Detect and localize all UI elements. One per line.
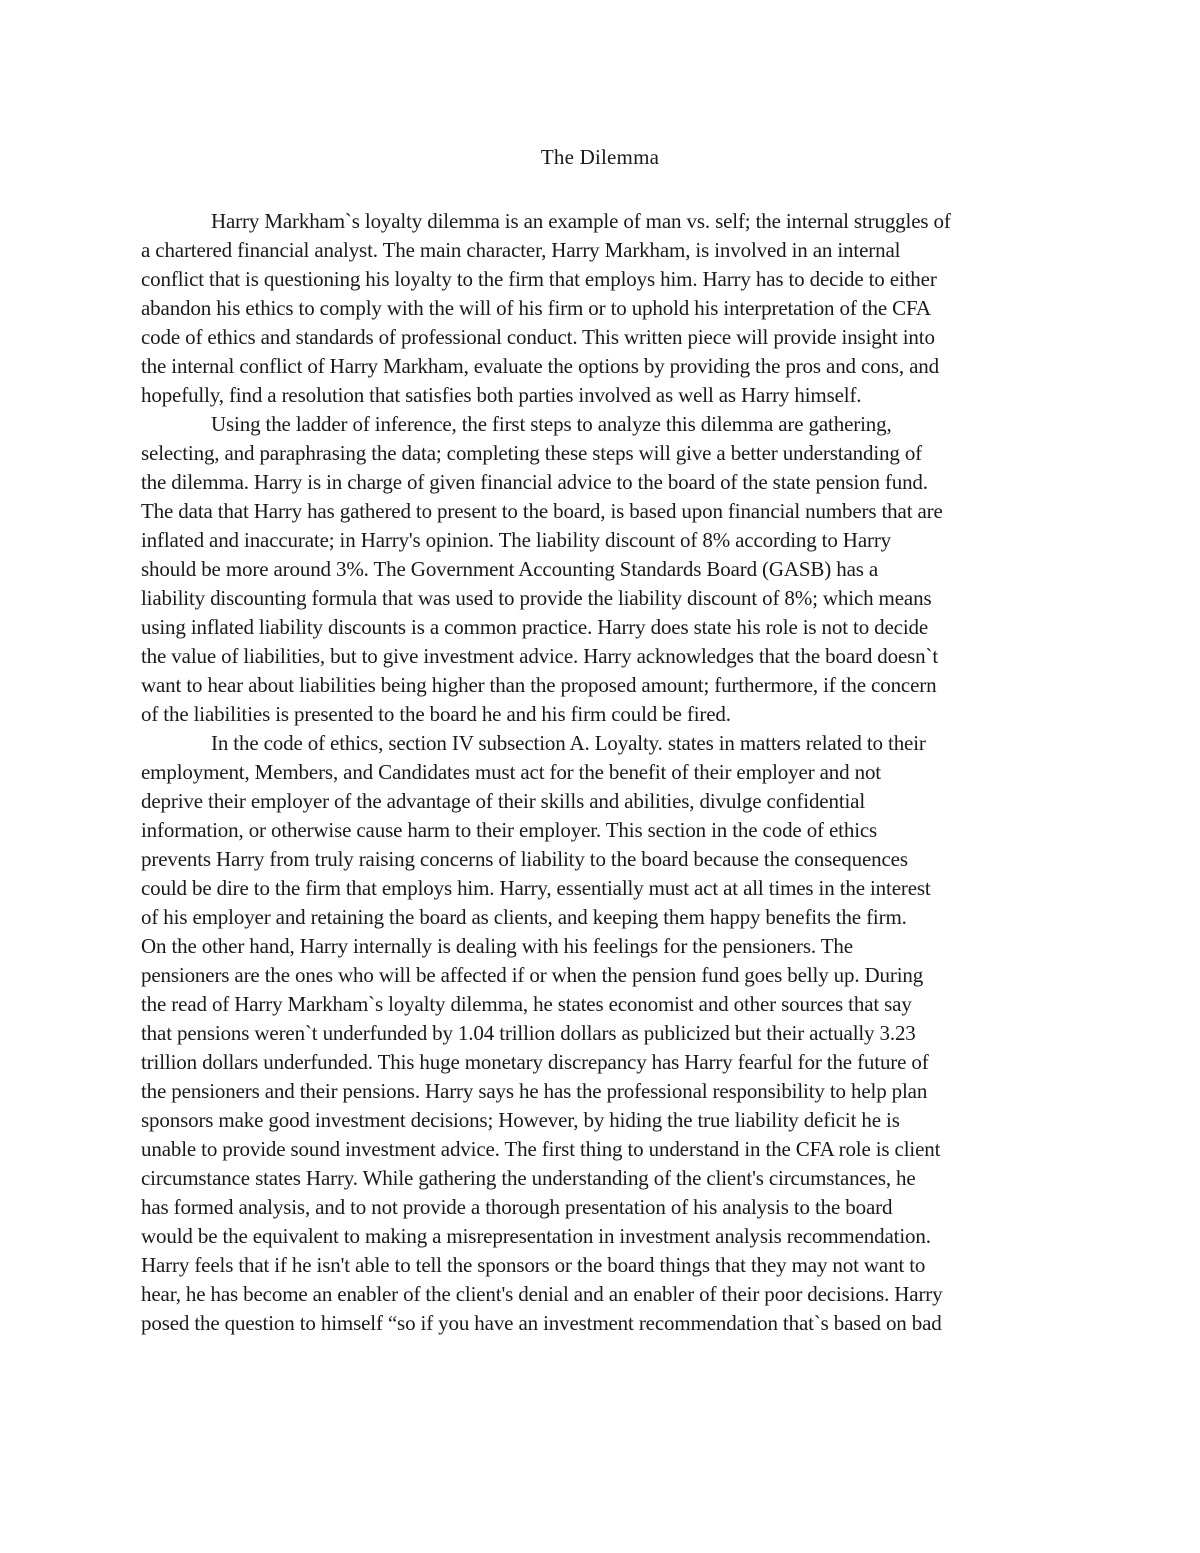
text-line: the pensioners and their pensions. Harry says he has the professional responsibility to help plan	[141, 1079, 928, 1103]
text-line: could be dire to the firm that employs him. Harry, essentially must act at all times in the interest	[141, 876, 931, 900]
text-line: liability discounting formula that was used to provide the liability discount of 8%; which means	[141, 586, 932, 610]
text-line: of his employer and retaining the board as clients, and keeping them happy benefits the firm.	[141, 905, 907, 929]
text-line: information, or otherwise cause harm to their employer. This section in the code of ethics	[141, 818, 878, 842]
text-line: unable to provide sound investment advice. The first thing to understand in the CFA role is client	[141, 1137, 941, 1161]
text-line: circumstance states Harry. While gathering the understanding of the client's circumstances, he	[141, 1166, 916, 1190]
text-line: prevents Harry from truly raising concerns of liability to the board because the consequences	[141, 847, 908, 871]
text-line: abandon his ethics to comply with the will of his firm or to uphold his interpretation of the CFA	[141, 296, 931, 320]
text-line: the internal conflict of Harry Markham, evaluate the options by providing the pros and cons, and	[141, 354, 939, 378]
text-line: hopefully, find a resolution that satisfies both parties involved as well as Harry himself.	[141, 383, 862, 407]
text-line: a chartered financial analyst. The main character, Harry Markham, is involved in an internal	[141, 238, 901, 262]
text-line: would be the equivalent to making a misrepresentation in investment analysis recommendation.	[141, 1224, 931, 1248]
text-line: pensioners are the ones who will be affected if or when the pension fund goes belly up. During	[141, 963, 924, 987]
text-line: hear, he has become an enabler of the client's denial and an enabler of their poor decisions. Harry	[141, 1282, 943, 1306]
text-line: Using the ladder of inference, the first steps to analyze this dilemma are gathering,	[211, 412, 892, 436]
text-line: The data that Harry has gathered to present to the board, is based upon financial numbers that are	[141, 499, 943, 523]
text-line: trillion dollars underfunded. This huge monetary discrepancy has Harry fearful for the future of	[141, 1050, 929, 1074]
text-line: the value of liabilities, but to give investment advice. Harry acknowledges that the board doesn`t	[141, 644, 939, 668]
text-line: the dilemma. Harry is in charge of given financial advice to the board of the state pension fund.	[141, 470, 928, 494]
text-line: selecting, and paraphrasing the data; completing these steps will give a better understanding of	[141, 441, 923, 465]
text-line: In the code of ethics, section IV subsection A. Loyalty. states in matters related to their	[211, 731, 926, 755]
text-line: using inflated liability discounts is a common practice. Harry does state his role is not to decide	[141, 615, 929, 639]
text-line: employment, Members, and Candidates must act for the benefit of their employer and not	[141, 760, 881, 784]
text-line: of the liabilities is presented to the board he and his firm could be fired.	[141, 702, 731, 726]
text-line: want to hear about liabilities being higher than the proposed amount; furthermore, if the concern	[141, 673, 937, 697]
text-line: code of ethics and standards of professional conduct. This written piece will provide insight into	[141, 325, 935, 349]
document-title: The Dilemma	[540, 145, 660, 169]
text-line: that pensions weren`t underfunded by 1.04 trillion dollars as publicized but their actually 3.23	[141, 1021, 916, 1045]
text-line: the read of Harry Markham`s loyalty dilemma, he states economist and other sources that say	[141, 992, 912, 1016]
document-body	[141, 207, 1061, 1338]
text-line: has formed analysis, and to not provide a thorough presentation of his analysis to the board	[141, 1195, 893, 1219]
text-line: posed the question to himself “so if you have an investment recommendation that`s based on bad	[141, 1311, 942, 1335]
text-line: conflict that is questioning his loyalty to the firm that employs him. Harry has to decide to either	[141, 267, 937, 291]
text-line: Harry feels that if he isn't able to tell the sponsors or the board things that they may not want to	[141, 1253, 926, 1277]
text-line: should be more around 3%. The Government Accounting Standards Board (GASB) has a	[141, 557, 879, 581]
text-line: inflated and inaccurate; in Harry's opinion. The liability discount of 8% according to Harry	[141, 528, 892, 552]
text-line: On the other hand, Harry internally is dealing with his feelings for the pensioners. The	[141, 934, 853, 958]
text-line: sponsors make good investment decisions; However, by hiding the true liability deficit he is	[141, 1108, 900, 1132]
text-line: deprive their employer of the advantage of their skills and abilities, divulge confidential	[141, 789, 866, 813]
text-line: Harry Markham`s loyalty dilemma is an example of man vs. self; the internal struggles of	[211, 209, 951, 233]
